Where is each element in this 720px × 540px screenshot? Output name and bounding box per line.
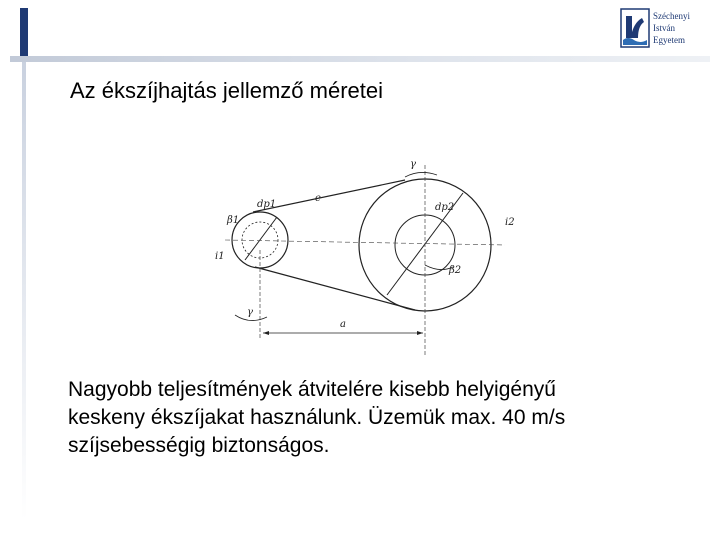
left-fade-line bbox=[22, 60, 26, 520]
small-diameter-line bbox=[245, 217, 277, 260]
belt-drive-diagram bbox=[205, 155, 530, 355]
body-line-1: Nagyobb teljesítmények átvitelére kisebb helyigényű bbox=[68, 378, 556, 401]
label-dp1: dp1 bbox=[257, 199, 277, 210]
logo-line-3: Egyetem bbox=[653, 35, 685, 45]
label-gamma-top: γ bbox=[410, 159, 416, 170]
center-axis-line bbox=[225, 240, 505, 245]
label-gamma-bottom: γ bbox=[247, 307, 253, 318]
logo-emblem-icon bbox=[620, 8, 650, 48]
belt-lower-span bbox=[255, 267, 415, 310]
label-beta2: β2 bbox=[449, 265, 462, 276]
header-divider bbox=[10, 56, 710, 62]
label-i2: i2 bbox=[505, 217, 515, 228]
body-line-2: keskeny ékszíjakat használunk. Üzemük max. 40 m/s bbox=[68, 406, 566, 429]
label-dp2: dp2 bbox=[435, 202, 455, 213]
left-accent-bar bbox=[20, 8, 28, 60]
logo-line-2: István bbox=[653, 23, 675, 33]
label-a: a bbox=[340, 319, 346, 330]
university-logo bbox=[620, 8, 715, 52]
gamma-top-arc bbox=[405, 172, 437, 177]
label-i1: i1 bbox=[215, 251, 225, 262]
logo-line-1: Széchenyi bbox=[653, 11, 690, 21]
label-e: e bbox=[315, 193, 321, 204]
slide-title: Az ékszíjhajtás jellemző méretei bbox=[70, 78, 384, 103]
label-beta1: β1 bbox=[227, 215, 240, 226]
body-line-3: szíjsebességig biztonságos. bbox=[68, 434, 330, 457]
body-paragraph bbox=[68, 376, 688, 460]
logo-text bbox=[653, 10, 690, 46]
